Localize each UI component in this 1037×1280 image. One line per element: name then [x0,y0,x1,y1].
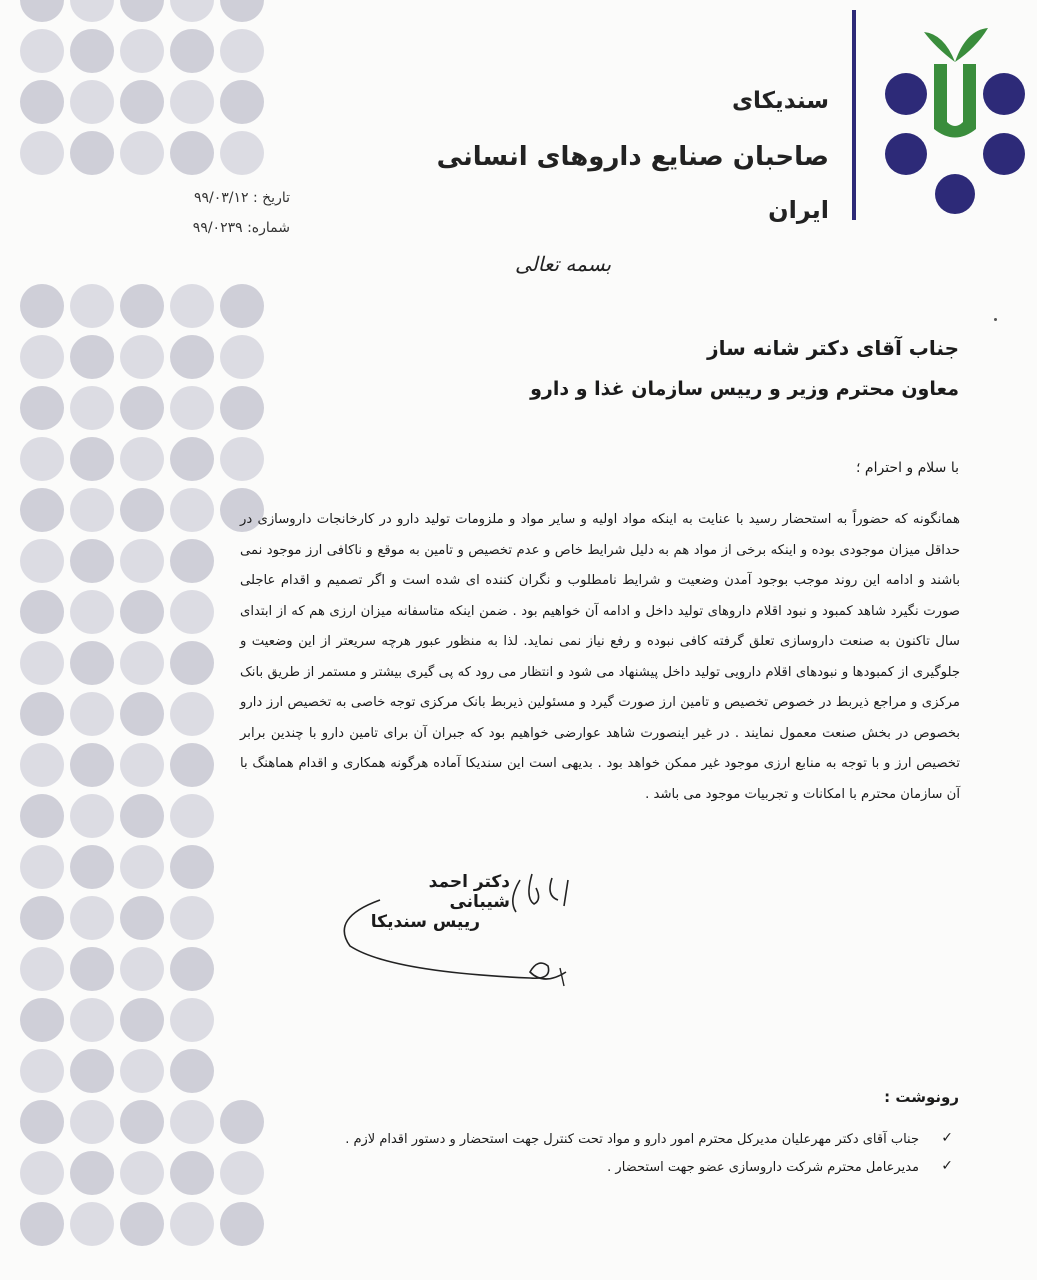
decorative-dot [120,0,164,22]
decorative-dot [120,1202,164,1246]
addressee-title: معاون محترم وزیر و رییس سازمان غذا و دارو [530,378,959,400]
checkmark-icon: ✓ [941,1158,953,1174]
cc-heading: رونوشت : [884,1088,959,1106]
decorative-dot [220,80,264,124]
decorative-dot [120,437,164,481]
paper-speck [994,318,997,321]
decorative-dot [120,488,164,532]
decorative-dot [20,896,64,940]
decorative-dot [220,284,264,328]
decorative-dot [70,131,114,175]
decorative-dot [20,80,64,124]
decorative-dot [70,590,114,634]
decorative-dot [120,131,164,175]
decorative-dot [170,794,214,838]
decorative-dot [20,743,64,787]
decorative-dot [170,488,214,532]
decorative-dot [120,80,164,124]
decorative-dot [120,896,164,940]
decorative-dot [20,590,64,634]
decorative-dot [20,335,64,379]
decorative-dot [120,998,164,1042]
decorative-dot [220,0,264,22]
signatory-title: رییس سندیکا [370,912,480,932]
org-name-line2: صاحبان صنایع داروهای انسانی [436,142,829,172]
syndicate-logo [884,24,1028,214]
decorative-dot [120,1049,164,1093]
decorative-dot [170,539,214,583]
decorative-dot [70,488,114,532]
decorative-dot [70,896,114,940]
decorative-dot [170,335,214,379]
decorative-dot [20,998,64,1042]
decorative-dot [70,29,114,73]
decorative-dot [120,590,164,634]
decorative-dot [220,131,264,175]
decorative-dot [120,692,164,736]
decorative-dot [20,641,64,685]
decorative-dot [70,1049,114,1093]
letter-body: همانگونه که حضوراً به استحضار رسید با عنایت به اینکه مواد اولیه و سایر مواد و ملزومات تولید دارو در کارخانجات داروسازی در حداقل میزان موجودی بوده و اینکه برخی از مواد هم به دلیل شرایط خاص و عدم تخصیص و تامین به موقع و ناکافی ارز موجود نمی باشند و ادامه این روند موجب بوجود آمدن وضعیت و شرایط نامطلوب و نگران کننده ای شده است و اگر تصمیم و اقدام عاجلی صورت نگیرد شاهد کمبود و نبود اقلام داروهای تولید داخل و ادامه آن خواهیم بود . ضمن اینکه متاسفانه میزان ارزی هم که از ابتدای سال تاکنون به صنعت داروسازی تعلق گرفته کافی نبوده و رفع نیاز نمی نماید. لذا به منظور عبور هرچه سریعتر از این وضعیت و جلوگیری از کمبودها و نبودهای اقلام دارویی تولید داخل پیشنهاد می شود و انتظار می رود که پی گیری بیشتر و مستمر از طریق بانک مرکزی و مراجع ذیربط در خصوص تخصیص و تامین ارز صورت گیرد و مسئولین ذیربط بانک مرکزی توجه خاصی به تخصیص ارز دارو بخصوص در بخش صنعت معمول نمایند . در غیر اینصورت شاهد عوارضی خواهیم بود که جبران آن برای تامین دارو با چندین برابر تخصیص ارز و با توجه به منابع ارزی موجود غیر ممکن خواهد بود . بدیهی است این سندیکا آماده هرگونه همکاری و اقدام هماهنگ با آن سازمان محترم با امکانات و تجربیات موجود می باشد . [240,512,960,802]
decorative-dot [170,998,214,1042]
cc-item: مدیرعامل محترم شرکت داروسازی عضو جهت استحضار . [607,1160,919,1175]
greeting: با سلام و احترام ؛ [856,460,959,476]
addressee-name: جناب آقای دکتر شانه ساز [707,336,959,360]
checkmark-icon: ✓ [941,1130,953,1146]
decorative-dot [170,692,214,736]
decorative-dot [120,335,164,379]
decorative-dot [70,794,114,838]
decorative-dot [70,80,114,124]
decorative-dot [70,284,114,328]
decorative-dot [20,692,64,736]
decorative-dot [20,1100,64,1144]
letter-number: شماره: ۹۹/۰۲۳۹ [192,220,290,236]
decorative-dot [170,641,214,685]
decorative-dot [120,794,164,838]
decorative-dot [70,1202,114,1246]
decorative-dot [70,335,114,379]
decorative-dot [20,488,64,532]
decorative-dot [220,437,264,481]
decorative-dot [170,386,214,430]
decorative-dot [120,284,164,328]
decorative-dot [170,947,214,991]
decorative-dot [20,386,64,430]
decorative-dot [70,692,114,736]
decorative-dot [70,845,114,889]
decorative-dot [170,590,214,634]
decorative-dot [220,1151,264,1195]
decorative-dot [20,131,64,175]
decorative-dot [170,1049,214,1093]
decorative-dot [70,947,114,991]
cc-item: جناب آقای دکتر مهرعلیان مدیرکل محترم امور دارو و مواد تحت کنترل جهت استحضار و دستور اقدام لازم . [345,1132,919,1147]
decorative-dot [20,794,64,838]
org-name-line1: سندیکای [731,88,829,114]
decorative-dot [20,29,64,73]
decorative-dot [20,0,64,22]
decorative-dot [70,386,114,430]
decorative-dot [20,1151,64,1195]
decorative-dot [70,998,114,1042]
decorative-dot [20,437,64,481]
decorative-dot [220,386,264,430]
decorative-dot [170,1151,214,1195]
decorative-dot [70,641,114,685]
decorative-dot [120,386,164,430]
decorative-dot [170,437,214,481]
decorative-dot [20,845,64,889]
decorative-dot [220,335,264,379]
decorative-dot [120,1151,164,1195]
decorative-dot [70,1151,114,1195]
decorative-dot [170,0,214,22]
decorative-dot [170,743,214,787]
decorative-dot [120,845,164,889]
decorative-dot [120,1100,164,1144]
decorative-dot [220,1100,264,1144]
decorative-dot [20,284,64,328]
decorative-dot [20,1049,64,1093]
decorative-dot [220,29,264,73]
letter-date: تاریخ : ۹۹/۰۳/۱۲ [193,190,290,206]
decorative-dot [120,29,164,73]
decorative-dot [70,539,114,583]
org-name-line3: ایران [768,196,829,224]
invocation-calligraphy: بسمه تعالی [515,252,612,276]
decorative-dot [120,743,164,787]
decorative-dot [70,0,114,22]
decorative-dot [20,539,64,583]
decorative-dot [170,896,214,940]
decorative-dot [170,29,214,73]
decorative-dot [70,437,114,481]
decorative-dot [170,1202,214,1246]
decorative-dot [20,1202,64,1246]
decorative-dot [170,131,214,175]
decorative-dot [70,1100,114,1144]
decorative-dot [120,641,164,685]
signatory-name: دکتر احمد شیبانی [428,872,510,912]
decorative-dot [170,1100,214,1144]
decorative-dot [170,284,214,328]
decorative-dot [70,743,114,787]
decorative-dot [120,539,164,583]
decorative-dot [220,1202,264,1246]
decorative-dot [170,845,214,889]
decorative-dot [170,80,214,124]
header-divider [852,10,856,220]
decorative-dot [20,947,64,991]
decorative-dot [120,947,164,991]
